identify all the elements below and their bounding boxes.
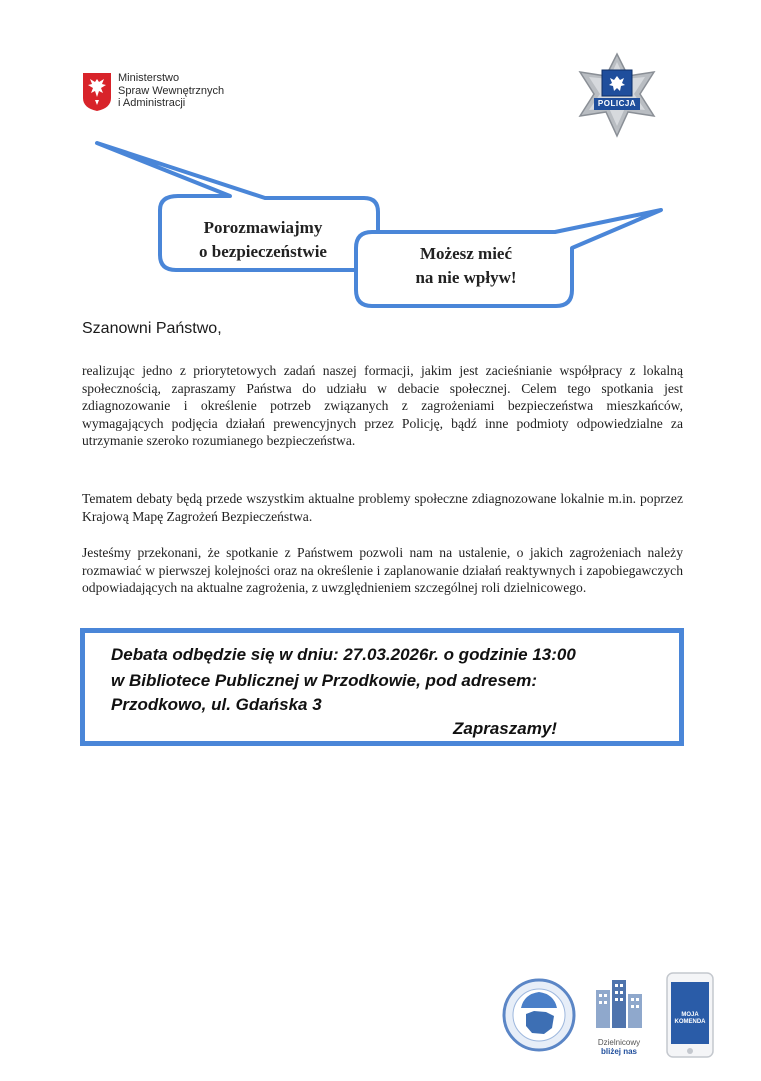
letter-paragraph-2: Tematem debaty będą przede wszystkim aktualne problemy społeczne zdiagnozowane lokalnie m.in. poprzez Krajową Mapę Zagrożeń Bezpieczeństwa. [82,491,683,524]
app-logo-line: KOMENDA [674,1019,706,1025]
district-officer-logo [594,976,644,1068]
letter-greeting: Szanowni Państwo, [82,320,222,337]
polish-eagle-icon [82,72,112,112]
district-logo-line: bliżej nas [600,1047,637,1056]
debate-venue-line: w Bibliotece Publicznej w Przodkowie, pod adresem: [111,671,538,690]
debate-info-box [80,628,684,746]
ministry-logo [82,72,252,116]
speech-bubbles [0,130,761,320]
debate-date-line: Debata odbędzie się w dniu: 27.03.2026r. o godzinie 13:00 [111,645,576,664]
bubble-left-text [166,216,360,264]
ministry-name-line: i Administracji [118,97,186,109]
district-logo-line: Dzielnicowy [597,1038,641,1047]
bubble-left-line: Porozmawiajmy [203,218,323,237]
bubble-right-line: na nie wpływ! [415,268,517,287]
debate-address-line: Przodkowo, ul. Gdańska 3 [111,695,322,714]
police-logo [572,52,662,138]
ministry-name-line: Ministerstwo [118,72,180,84]
ministry-name-line: Spraw Wewnętrznych [118,84,225,97]
moja-komenda-app-logo [666,972,714,1058]
letter-paragraph-3: Jesteśmy przekonani, że spotkanie z Państwem pozwoli nam na ustalenie, o jakich zagrożeniach należy rozmawiać w pierwszej kolejności oraz na określenie i zaplanowanie działań reaktywnych i zapobiegawczych odpowiadających na aktualne zagrożenia, z uwzględnieniem szczególnej roli dzielnicowego. [82,545,683,596]
safety-map-logo [502,978,576,1052]
police-label: POLICJA [597,99,637,108]
letter-paragraph-1: realizując jedno z priorytetowych zadań naszej formacji, jakim jest zacieśnianie współpracy z lokalną społecznością, zapraszamy Państwa do udziału w debacie społecznej. Celem tego spotkania jest zdiagnozowanie i określenie potrzeb związanych z zagrożeniami bezpieczeństwa mieszkańców, wymagających podjęcia działań prewencyjnych przez Policję, bądź inne podmioty odpowiedzialne za utrzymanie szeroko rozumianego bezpieczeństwa. [82,363,683,449]
bubble-left-line: o bezpieczeństwie [199,242,327,261]
debate-invite-text: Zapraszamy! [453,719,557,738]
bubble-right-text [362,242,570,290]
bubble-right-line: Możesz mieć [419,244,513,263]
app-logo-line: MOJA [681,1012,699,1018]
